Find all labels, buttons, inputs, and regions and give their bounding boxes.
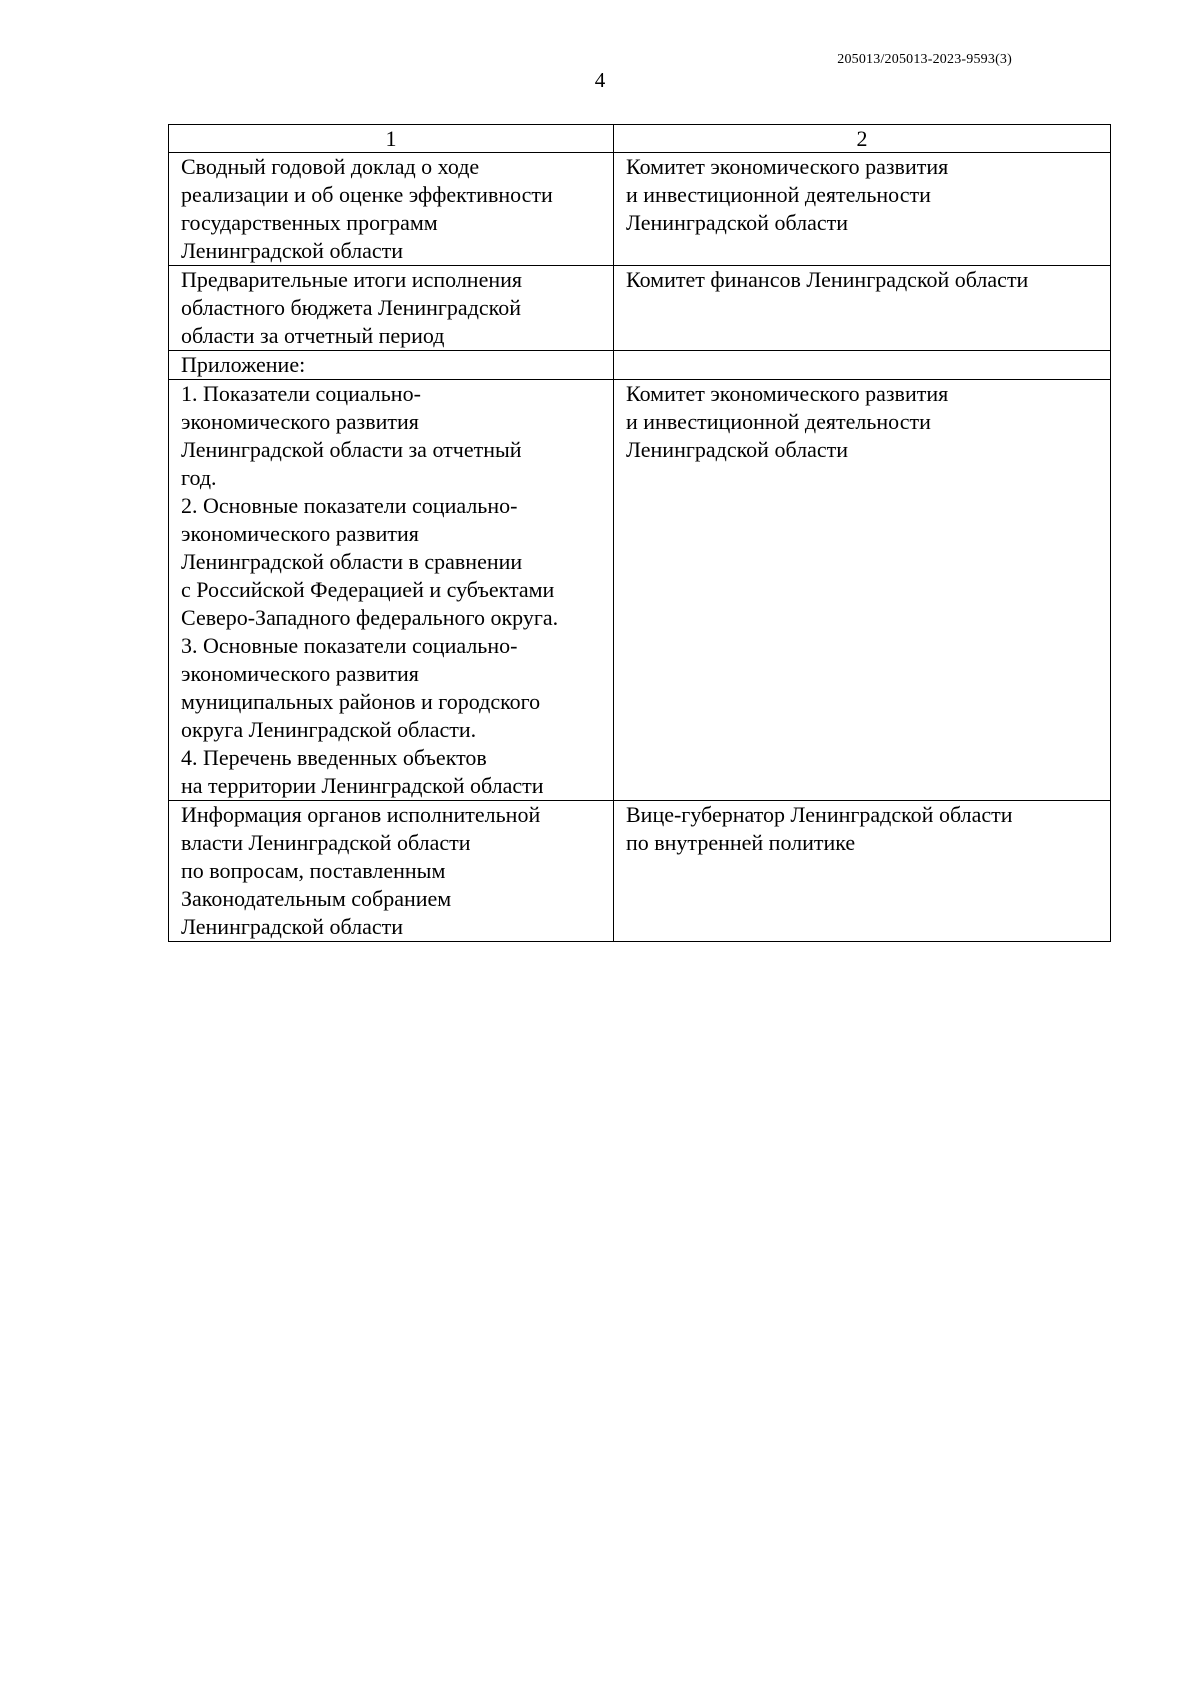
cell-line: Предварительные итоги исполнения: [181, 267, 522, 292]
cell-line: Комитет экономического развития: [626, 154, 949, 179]
cell-line: и инвестиционной деятельности: [626, 182, 931, 207]
document-id: 205013/205013-2023-9593(3): [837, 52, 1012, 67]
cell-line: Ленинградской области: [626, 210, 848, 235]
cell-line: экономического развития: [181, 661, 419, 686]
cell-line: 4. Перечень введенных объектов: [181, 745, 487, 770]
cell-line: реализации и об оценке эффективности: [181, 182, 553, 207]
cell-line: Ленинградской области в сравнении: [181, 549, 523, 574]
cell-line: Ленинградской области: [181, 238, 403, 263]
cell-line: Законодательным собранием: [181, 886, 452, 911]
document-name-cell: [169, 351, 614, 380]
column-header-2: 2: [614, 125, 1111, 153]
cell-line: экономического развития: [181, 521, 419, 546]
main-table: [168, 124, 1111, 942]
cell-line: по вопросам, поставленным: [181, 858, 446, 883]
page-number: 4: [594, 68, 606, 92]
cell-line: Ленинградской области: [626, 437, 848, 462]
cell-line: на территории Ленинградской области: [181, 773, 544, 798]
table-row: [169, 153, 1111, 266]
cell-line: власти Ленинградской области: [181, 830, 471, 855]
cell-line: 3. Основные показатели социально-: [181, 633, 518, 658]
cell-line: 1. Показатели социально-: [181, 381, 421, 406]
cell-line: государственных программ: [181, 210, 438, 235]
cell-line: по внутренней политике: [626, 830, 856, 855]
document-name-cell: [169, 153, 614, 266]
cell-line: Информация органов исполнительной: [181, 802, 541, 827]
cell-line: Северо-Западного федерального округа.: [181, 605, 559, 630]
cell-line: Ленинградской области за отчетный: [181, 437, 522, 462]
column-header-1: 1: [169, 125, 614, 153]
document-name-cell: [169, 266, 614, 351]
table-row: [169, 380, 1111, 801]
cell-line: муниципальных районов и городского: [181, 689, 541, 714]
cell-line: Сводный годовой доклад о ходе: [181, 154, 480, 179]
document-name-cell: [169, 380, 614, 801]
cell-line: Комитет финансов Ленинградской области: [626, 267, 1029, 292]
cell-line: Приложение:: [181, 352, 306, 377]
cell-line: округа Ленинградской области.: [181, 717, 477, 742]
responsible-cell: [614, 380, 1111, 801]
cell-line: год.: [181, 465, 217, 490]
cell-line: и инвестиционной деятельности: [626, 409, 931, 434]
table-header-row: [169, 125, 1111, 153]
cell-line: Вице-губернатор Ленинградской области: [626, 802, 1013, 827]
cell-line: Комитет экономического развития: [626, 381, 949, 406]
responsible-cell: [614, 153, 1111, 266]
cell-line: с Российской Федерацией и субъектами: [181, 577, 555, 602]
table-row: [169, 266, 1111, 351]
table-row: [169, 801, 1111, 942]
cell-line: Ленинградской области: [181, 914, 403, 939]
responsible-cell: [614, 351, 1111, 380]
cell-line: области за отчетный период: [181, 323, 445, 348]
cell-line: экономического развития: [181, 409, 419, 434]
table-row: [169, 351, 1111, 380]
responsible-cell: [614, 801, 1111, 942]
responsible-cell: [614, 266, 1111, 351]
cell-line: 2. Основные показатели социально-: [181, 493, 518, 518]
document-name-cell: [169, 801, 614, 942]
cell-line: областного бюджета Ленинградской: [181, 295, 521, 320]
